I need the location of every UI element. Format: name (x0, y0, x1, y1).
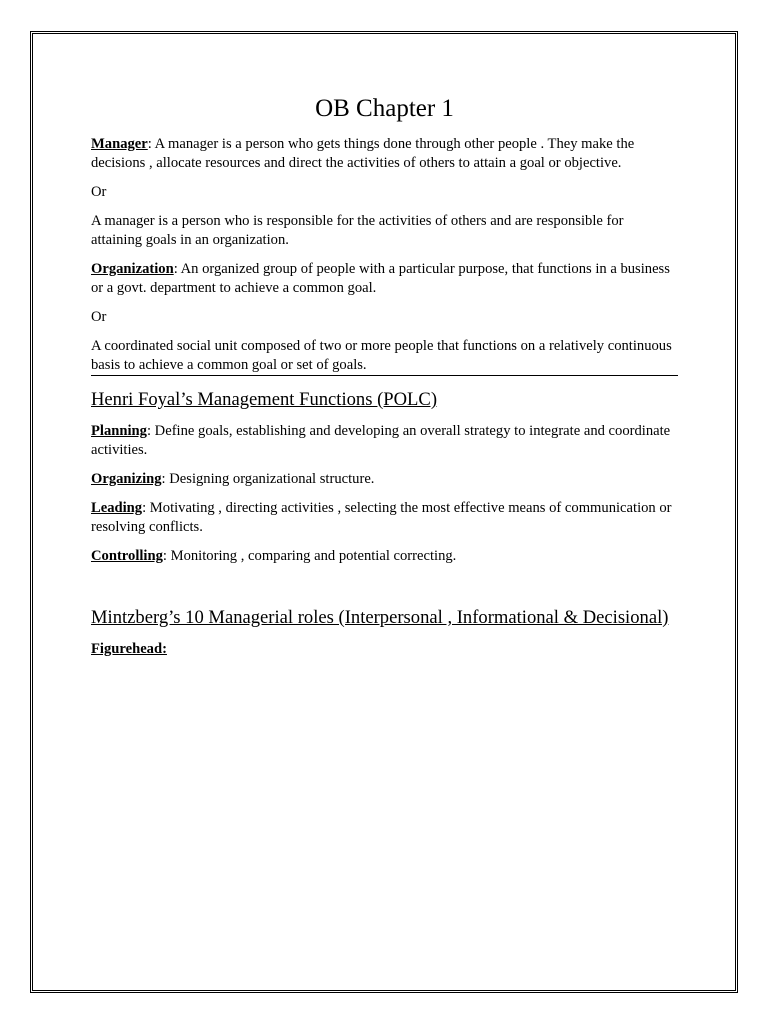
manager-alt-definition: A manager is a person who is responsible for the activities of others and are responsible for attaining goals in an organization. (91, 213, 624, 248)
section-spacer (91, 576, 678, 606)
organization-definition (91, 260, 678, 298)
figurehead-definition (91, 640, 678, 659)
polc-heading: Henri Foyal’s Management Functions (POLC) (91, 389, 438, 410)
manager-term: Manager (91, 136, 148, 152)
planning-definition (91, 422, 678, 460)
figurehead-term: Figurehead: (91, 641, 167, 657)
controlling-term: Controlling (91, 548, 163, 564)
leading-definition (91, 499, 678, 537)
organizing-definition (91, 470, 678, 489)
planning-term: Planning (91, 423, 147, 439)
controlling-text: : Monitoring , comparing and potential correcting. (162, 548, 457, 564)
or-separator: Or (91, 309, 107, 325)
document-title: OB Chapter 1 (315, 95, 454, 122)
manager-definition (91, 135, 678, 173)
or-separator: Or (91, 184, 107, 200)
organization-alt-definition: A coordinated social unit composed of two or more people that functions on a relatively continuous basis to achieve a common goal or set of goals. (91, 337, 678, 376)
roles-heading: Mintzberg’s 10 Managerial roles (Interpersonal , Informational & Decisional) (91, 607, 669, 628)
leading-term: Leading (91, 500, 143, 516)
controlling-definition (91, 547, 678, 566)
document-body (91, 93, 678, 669)
leading-text: : Motivating , directing activities , selecting the most effective means of communication or resolving conflicts. (91, 500, 672, 535)
organizing-term: Organizing (91, 471, 162, 487)
organizing-text: : Designing organizational structure. (161, 471, 375, 487)
manager-text: : A manager is a person who gets things done through other people . They make the decisions , allocate resources and direct the activities of others to attain a goal or objective. (91, 136, 635, 171)
organization-term: Organization (91, 261, 174, 277)
planning-text: : Define goals, establishing and developing an overall strategy to integrate and coordinate activities. (91, 423, 671, 458)
organization-text: : An organized group of people with a particular purpose, that functions in a business or a govt. department to achieve a common goal. (91, 261, 670, 296)
